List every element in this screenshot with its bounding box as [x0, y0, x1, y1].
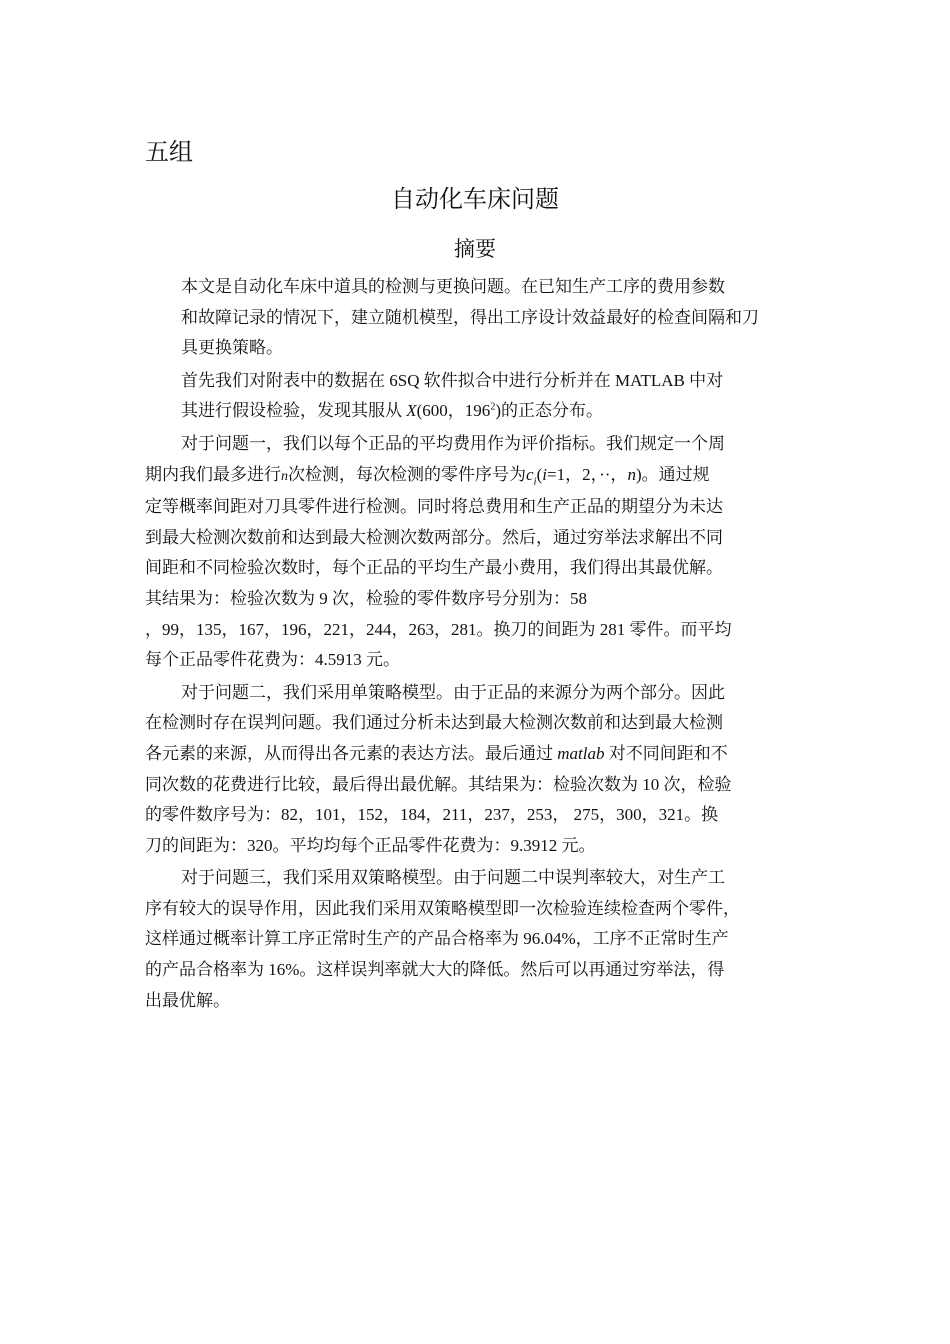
text-line: 定等概率间距对刀具零件进行检测。同时将总费用和生产正品的期望分为未达	[145, 497, 723, 517]
text-line: 同次数的花费进行比较，最后得出最优解。其结果为：检验次数为 10 次，检验	[145, 774, 732, 794]
text-line: 到最大检测次数前和达到最大检测次数两部分。然后，通过穷举法求解出不同	[145, 527, 723, 547]
text-line: 对于问题二，我们采用单策略模型。由于正品的来源分为两个部分。因此	[181, 682, 725, 702]
text-line: 首先我们对附表中的数据在 6SQ 软件拟合中进行分析并在 MATLAB 中对	[181, 370, 724, 390]
text-line: 其结果为：检验次数为 9 次，检验的零件数序号分别为：58	[145, 588, 587, 608]
text-run: )。通过规	[635, 464, 710, 484]
text-line: 本文是自动化车床中道具的检测与更换问题。在已知生产工序的费用参数	[181, 277, 725, 296]
group-label: 五组	[145, 139, 193, 166]
text-line: ，99，135，167，196，221，244，263，281。换刀的间距为 281 零件。而平均	[145, 619, 732, 639]
math-superscript: 2	[490, 401, 496, 413]
text-line: 在检测时存在误判问题。我们通过分析未达到最大检测次数前和达到最大检测	[145, 713, 723, 733]
text-line: 和故障记录的情况下，建立随机模型，得出工序设计效益最好的检查间隔和刀	[181, 307, 759, 327]
paper-title: 自动化车床问题	[391, 186, 559, 213]
text-line: 序有较大的误导作用，因此我们采用双策略模型即一次检验连续检查两个零件，	[145, 898, 740, 918]
text-run: (	[536, 464, 543, 484]
abstract-paragraph-4	[145, 678, 810, 862]
math-subscript: i	[533, 474, 537, 487]
text-line: 每个正品零件花费为：4.5913 元。	[145, 650, 400, 670]
text-run: )的正态分布。	[495, 401, 603, 421]
abstract-body	[145, 272, 810, 1018]
math-variable: i	[542, 464, 548, 484]
abstract-paragraph-2	[145, 366, 810, 427]
text-line: 对于问题三，我们采用双策略模型。由于问题二中误判率较大，对生产工	[181, 868, 725, 888]
text-line: 间距和不同检验次数时，每个正品的平均生产最小费用，我们得出其最优解。	[145, 558, 723, 578]
text-line	[145, 396, 810, 427]
math-variable: X	[406, 401, 417, 421]
text-line: 出最优解。	[145, 990, 230, 1010]
abstract-paragraph-1	[145, 272, 810, 364]
text-line: 这样通过概率计算工序正常时生产的产品合格率为 96.04%，工序不正常时生产	[145, 929, 729, 949]
text-line: 的产品合格率为 16%。这样误判率就大大的降低。然后可以再通过穷举法，得	[145, 960, 725, 980]
math-variable: n	[281, 468, 288, 484]
text-line	[109, 460, 810, 493]
text-run: =1，2，··，	[547, 464, 628, 484]
text-line: 的零件数序号为：82，101，152，184，211，237，253， 275，300，321。换	[145, 805, 719, 825]
abstract-paragraph-3	[145, 429, 810, 676]
text-run: 各元素的来源，从而得出各元素的表达方法。最后通过	[145, 743, 558, 763]
abstract-heading: 摘要	[454, 238, 496, 261]
software-name: matlab	[557, 743, 605, 763]
text-line: 对于问题一，我们以每个正品的平均费用作为评价指标。我们规定一个周	[181, 433, 725, 453]
abstract-paragraph-5	[145, 863, 810, 1016]
text-run: 对不同间距和不	[604, 743, 728, 763]
math-variable: n	[627, 464, 636, 484]
math-variable: c	[526, 464, 534, 484]
text-line: 刀的间距为：320。平均均每个正品零件花费为：9.3912 元。	[145, 835, 596, 855]
text-line	[109, 739, 810, 770]
text-line: 具更换策略。	[181, 338, 283, 358]
text-run: 其进行假设检验，发现其服从	[181, 401, 407, 421]
text-run: 次检测，每次检测的零件序号为	[288, 464, 526, 484]
text-run: (600，196	[416, 401, 491, 421]
text-run: 期内我们最多进行	[145, 464, 281, 484]
